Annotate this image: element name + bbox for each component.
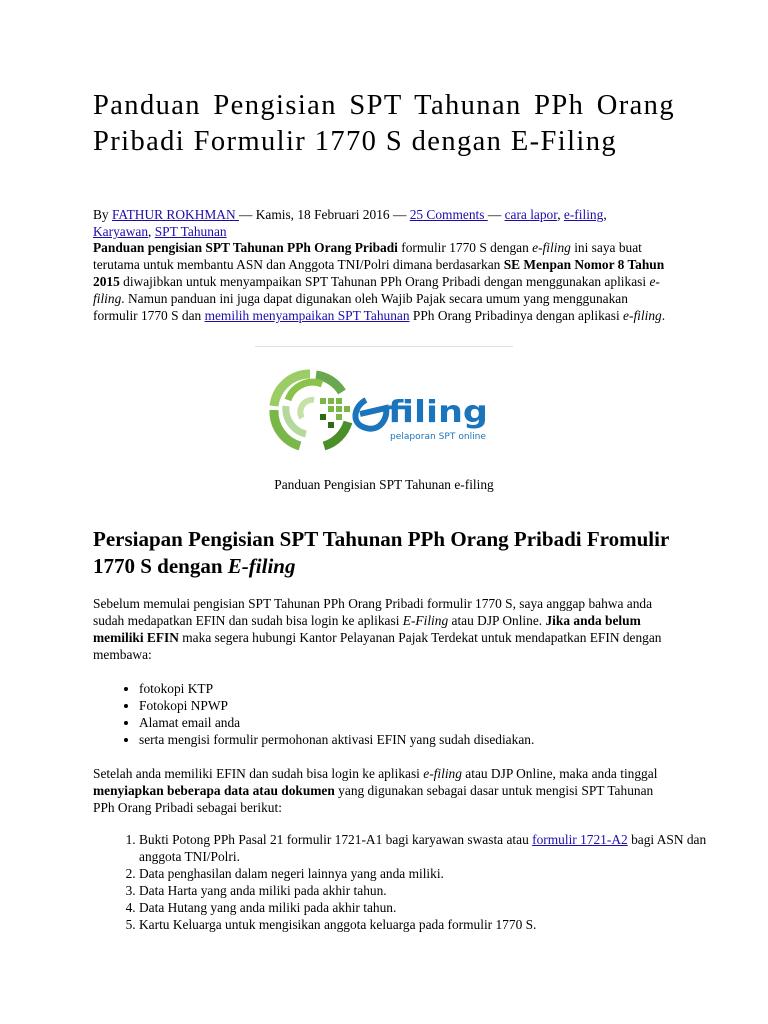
comments-link[interactable]: 25 Comments	[409, 207, 488, 222]
memilih-menyampaikan-link[interactable]: memilih menyampaikan SPT Tahunan	[204, 308, 410, 323]
section-heading-emphasis: E-filing	[227, 554, 296, 578]
image-caption: Panduan Pengisian SPT Tahunan e-filing	[274, 477, 494, 492]
list-item-text: bagi ASN dan anggota TNI/Polri.	[139, 832, 707, 864]
article-title: Panduan Pengisian SPT Tahunan PPh Orang Pribadi Formulir 1770 S dengan E-Filing	[93, 90, 675, 157]
by-label: By	[93, 207, 112, 222]
intro-text: diwajibkan untuk menyampaikan SPT Tahunan PPh Orang Pribadi dengan menggunakan aplikasi	[119, 274, 650, 289]
list-item: • Alamat email anda	[139, 714, 713, 731]
meta-separator: —	[487, 207, 505, 222]
paragraph-text: Setelah anda memiliki EFIN dan sudah bisa login ke aplikasi	[93, 766, 424, 781]
tag-link-karyawan[interactable]: Karyawan	[93, 224, 149, 239]
list-item: • Fotokopi NPWP	[139, 697, 713, 714]
intro-bold-lead: Panduan pengisian SPT Tahunan PPh Orang Pribadi	[93, 240, 398, 255]
list-item: • serta mengisi formulir permohonan aktivasi EFIN yang sudah disediakan.	[139, 731, 713, 748]
list-item: 2. Data penghasilan dalam negeri lainnya yang anda miliki.	[139, 865, 713, 882]
section-heading	[93, 526, 675, 580]
paragraph-emphasis: E-Filing	[402, 613, 449, 628]
section-heading-text: Persiapan Pengisian SPT Tahunan PPh Orang Pribadi Fromulir 1770 S dengan	[93, 527, 669, 578]
documents-list	[93, 831, 713, 933]
list-item: 5. Kartu Keluarga untuk mengisikan anggota keluarga pada formulir 1770 S.	[139, 916, 713, 933]
paragraph-text: maka segera hubungi Kantor Pelayanan Pajak Terdekat untuk mendapatkan EFIN dengan membawa:	[93, 630, 662, 662]
paragraph-bold: Jika anda belum memiliki EFIN	[93, 613, 641, 645]
intro-text: .	[661, 308, 666, 323]
intro-text: . Namun panduan ini juga dapat digunakan oleh Wajib Pajak secara umum yang menggunakan formulir 1770 S dan	[93, 291, 628, 323]
intro-text: ini saya buat terutama untuk membantu ASN dan Anggota TNI/Polri dimana berdasarkan	[93, 240, 642, 272]
requirements-list	[93, 680, 713, 748]
paragraph-text: atau DJP Online.	[448, 613, 546, 628]
logo-tagline: pelaporan SPT online	[390, 432, 487, 442]
author-link[interactable]: FATHUR ROKHMAN	[111, 207, 239, 222]
intro-text: PPh Orang Pribadinya dengan aplikasi	[409, 308, 624, 323]
preparation-paragraph	[93, 595, 667, 663]
list-item: 3. Data Harta yang anda miliki pada akhir tahun.	[139, 882, 713, 899]
documents-paragraph	[93, 765, 667, 816]
intro-emphasis: e-filing	[93, 274, 660, 306]
tag-link-cara-lapor[interactable]: cara lapor	[504, 207, 558, 222]
list-item-text: Bukti Potong PPh Pasal 21 formulir 1721-A1 bagi karyawan swasta atau	[139, 832, 533, 847]
intro-text: formulir 1770 S dengan	[397, 240, 533, 255]
intro-bold-regulation: SE Menpan Nomor 8 Tahun 2015	[93, 257, 665, 289]
logo-word: filing	[388, 395, 488, 430]
post-date: — Kamis, 18 Februari 2016 —	[238, 207, 410, 222]
list-item	[139, 831, 713, 865]
tag-separator: ,	[148, 224, 155, 239]
paragraph-emphasis: e-filing	[423, 766, 462, 781]
tag-link-e-filing[interactable]: e-filing	[563, 207, 604, 222]
image-divider	[255, 346, 513, 347]
paragraph-text: Sebelum memulai pengisian SPT Tahunan PPh Orang Pribadi formulir 1770 S, saya anggap bahwa anda sudah medapatkan EFIN dan sudah bisa login ke aplikasi	[93, 596, 653, 628]
paragraph-text: atau DJP Online, maka anda tinggal	[461, 766, 658, 781]
efiling-logo	[262, 362, 502, 458]
intro-paragraph	[93, 239, 667, 324]
list-item: • fotokopi KTP	[139, 680, 713, 697]
intro-emphasis: e-filing	[532, 240, 571, 255]
paragraph-text: yang digunakan sebagai dasar untuk mengisi SPT Tahunan PPh Orang Pribadi sebagai berikut:	[93, 783, 654, 815]
intro-emphasis: e-filing	[623, 308, 662, 323]
tag-separator: ,	[603, 207, 607, 222]
list-item: 4. Data Hutang yang anda miliki pada akhir tahun.	[139, 899, 713, 916]
paragraph-bold: menyiapkan beberapa data atau dokumen	[93, 783, 335, 798]
tag-separator: ,	[557, 207, 564, 222]
tag-link-spt-tahunan[interactable]: SPT Tahunan	[154, 224, 227, 239]
post-meta	[93, 206, 667, 240]
formulir-1721-a2-link[interactable]: formulir 1721-A2	[532, 832, 628, 847]
